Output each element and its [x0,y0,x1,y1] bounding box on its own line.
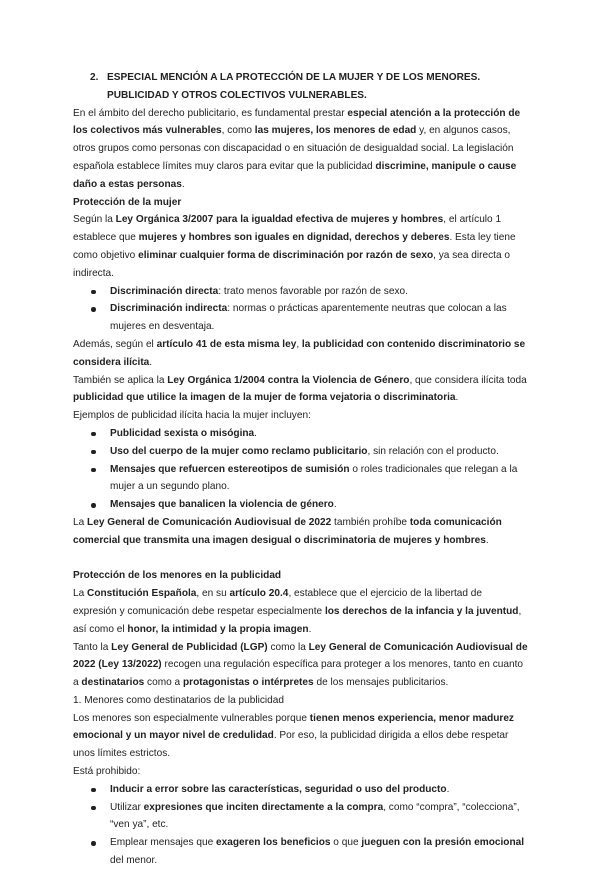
bold-text: la publicidad con contenido discriminatorio se considera ilícita [73,338,526,368]
prohibited-intro: Está prohibido: [73,766,141,778]
bold-text: Mensajes que refuercen estereotipos de sumisión [110,463,350,475]
bold-text: Publicidad sexista o misógina [110,427,255,439]
section-title-text [107,69,480,105]
text-run: , que considera ilícita toda [409,374,527,386]
text-run: , así como el [73,605,522,635]
bold-text: los derechos de la infancia y la juventud [324,605,519,617]
minors-paragraph-2 [73,639,528,692]
intro-paragraph [73,105,528,194]
bold-text: las mujeres, los menores de edad [254,125,417,137]
bold-text: honor, la intimidad y la propia imagen [127,623,309,635]
list-item [73,425,528,443]
document-page [73,69,528,870]
bold-text: Uso del cuerpo de la mujer como reclamo publicitario [110,445,368,457]
text-run: . [149,356,153,368]
text-run: . Por eso, la publicidad dirigida a ellos debe respetar unos límites estrictos. [73,730,509,760]
minors-paragraph-3 [73,710,528,763]
text-run: . Esta ley tiene como objetivo [73,232,516,261]
bold-text: Ley General de Comunicación Audiovisual de 2022 (Ley 13/2022) [73,641,528,671]
bold-text: Ley General de Publicidad (LGP) [111,641,268,653]
bold-text: Ley Orgánica 3/2007 para la igualdad efectiva de mujeres y hombres [115,214,444,226]
text-run: . [254,427,257,439]
women-paragraph-1 [73,211,528,282]
text-run: . [181,178,185,190]
text-run: del menor. [110,855,158,867]
women-paragraph-4 [73,514,528,550]
bold-text: artículo 41 de esta misma ley [156,338,297,350]
list-item [73,496,528,514]
text-run: Emplear mensajes que [110,837,217,849]
text-run: También se aplica la [73,374,168,386]
text-run: o que [330,837,362,849]
minors-subsection-title: 1. Menores como destinatarios de la publicidad [73,694,284,706]
text-run: Según la [73,214,116,226]
list-item [73,443,528,461]
bold-text: Ley Orgánica 1/2004 contra la Violencia de Género [167,374,410,386]
bold-text: Mensajes que banalicen la violencia de género [110,499,334,511]
text-run: . [308,623,312,635]
text-run: como la [267,641,309,653]
bold-text: Discriminación indirecta [110,303,228,315]
text-run: Tanto la [73,641,112,653]
list-item [73,283,528,301]
text-run: : normas o prácticas aparentemente neutras que colocan a las mujeres en desventaja. [110,303,507,333]
text-run: : trato menos favorable por razón de sexo. [218,285,408,297]
text-run: también prohíbe [331,516,410,528]
bold-text: Ley General de Comunicación Audiovisual de 2022 [87,516,332,528]
minors-protection-title: Protección de los menores en la publicidad [73,570,282,582]
list-item [73,300,528,336]
text-run: Los menores son especialmente vulnerables porque [73,712,310,724]
text-run: , el artículo 1 establece que [73,214,502,244]
list-item [73,834,528,870]
text-run: , ya sea directa o indirecta. [73,249,511,279]
bold-text: expresiones que inciten directamente a la compra [143,801,384,813]
bold-text: eliminar cualquier forma de discriminación por razón de sexo [138,249,434,261]
bold-text: especial atención a la protección de los colectivos más vulnerables [73,107,521,137]
bold-text: toda comunicación comercial que transmita una imagen desigual o discriminatoria de mujeres y hombres [73,516,502,546]
text-run: La [73,588,88,600]
bold-text: artículo 20.4 [229,588,289,600]
examples-list [73,425,528,514]
text-run: . [333,499,337,511]
bold-text: tienen menos experiencia, menor madurez emocional y un mayor nivel de credulidad [73,712,514,742]
bold-text: publicidad que utilice la imagen de la mujer de forma vejatoria o discriminatoria [73,392,456,404]
text-run: Además, según el [73,338,157,350]
bold-text: Inducir a error sobre las características, seguridad o uso del producto [110,783,447,795]
section-title-line-2: PUBLICIDAD Y OTROS COLECTIVOS VULNERABLES. [107,89,367,101]
text-run: . [446,783,450,795]
text-run: como a [144,677,183,689]
text-run: , sin relación con el producto. [367,445,499,457]
text-run: o roles tradicionales que relegan a la mujer a un segundo plano. [110,463,518,493]
text-run: y, en algunos casos, otros grupos como personas con discapacidad o en situación de desigualdad social. La legislación española establece límites muy claros para evitar que la publicidad [73,125,514,172]
text-run: recogen una regulación específica para proteger a los menores, tanto en cuanto a [73,659,524,689]
text-run: . [455,392,459,404]
bold-text: mujeres y hombres son iguales en dignidad, derechos y deberes [138,232,450,244]
bold-text: Discriminación directa [110,285,219,297]
section-number: 2. [90,72,99,83]
section-heading [73,69,528,105]
bold-text: destinatarios [81,677,145,689]
text-run: , [296,338,302,350]
text-run: , en su [196,588,230,600]
text-run: , establece que el ejercicio de la libertad de expresión y comunicación debe respetar especialmente [73,588,483,617]
list-item [73,799,528,835]
bold-text: Constitución Española [87,588,197,600]
examples-intro: Ejemplos de publicidad ilícita hacia la mujer incluyen: [73,410,311,422]
bold-text: protagonistas o intérpretes [182,677,314,689]
text-run: . [485,534,489,546]
list-item [73,781,528,799]
women-protection-title: Protección de la mujer [73,196,182,208]
section-spacer [73,550,528,568]
text-run: de los mensajes publicitarios. [313,677,449,689]
text-run: Utilizar [110,801,144,813]
bold-text: exageren los beneficios [216,837,331,849]
text-run: , como “compra”, “colecciona”, “ven ya”, etc. [110,801,520,831]
section-title-line-1: ESPECIAL MENCIÓN A LA PROTECCIÓN DE LA MUJER Y DE LOS MENORES. [107,72,481,83]
women-paragraph-3 [73,372,528,408]
women-paragraph-2 [73,336,528,372]
text-run: La [73,516,88,528]
prohibited-list [73,781,528,870]
list-item [73,461,528,497]
minors-paragraph-1 [73,585,528,638]
discrimination-list [73,283,528,336]
bold-text: jueguen con la presión emocional [361,837,525,849]
bold-text: discrimine, manipule o cause daño a estas personas [73,160,517,190]
text-run: , como [221,125,255,137]
text-run: En el ámbito del derecho publicitario, es fundamental prestar [73,107,348,119]
